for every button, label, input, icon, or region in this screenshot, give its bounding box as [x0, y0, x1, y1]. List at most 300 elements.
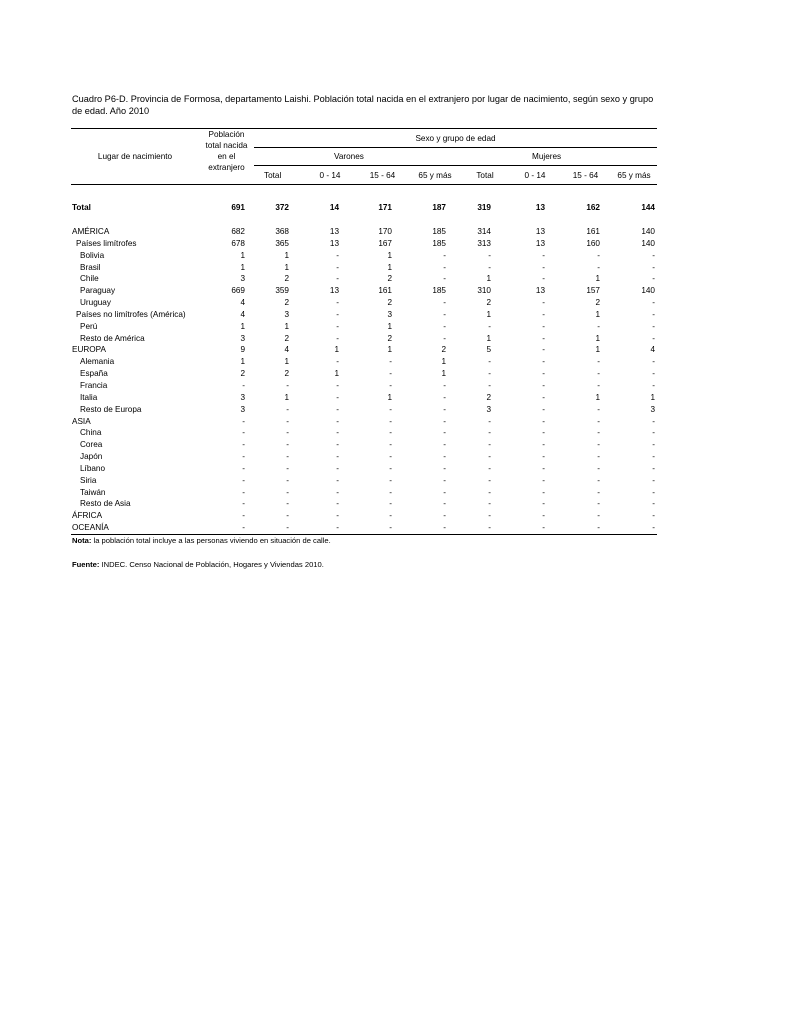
- table-cell: -: [443, 475, 446, 485]
- table-row: [71, 522, 657, 534]
- table-cell: 144: [641, 203, 655, 212]
- table-cell: -: [488, 452, 491, 462]
- table-cell: -: [336, 309, 339, 319]
- table-cell: -: [488, 357, 491, 367]
- table-cell: -: [443, 250, 446, 260]
- table-cell: -: [542, 333, 545, 343]
- table-cell: 1: [334, 345, 339, 355]
- table-cell: -: [336, 404, 339, 414]
- table-cell: 365: [275, 238, 289, 248]
- row-label: Resto de América: [80, 333, 145, 343]
- table-cell: -: [286, 428, 289, 438]
- table-cell: -: [488, 380, 491, 390]
- table-cell: -: [542, 511, 545, 521]
- header-varones-15-64: 15 - 64: [355, 166, 410, 185]
- table-cell: 669: [231, 286, 245, 296]
- table-cell: -: [336, 452, 339, 462]
- table-cell: -: [336, 321, 339, 331]
- row-label: EUROPA: [72, 345, 106, 355]
- row-label: Resto de Asia: [80, 499, 131, 509]
- table-cell: 5: [486, 345, 491, 355]
- table-cell: -: [542, 416, 545, 426]
- table-row: [71, 416, 657, 428]
- table-cell: -: [652, 511, 655, 521]
- table-cell: -: [542, 369, 545, 379]
- table-cell: 1: [240, 250, 245, 260]
- table-cell: 2: [387, 274, 392, 284]
- table-cell: -: [389, 440, 392, 450]
- table-cell: 1: [486, 309, 491, 319]
- header-mujeres-0-14: 0 - 14: [510, 166, 560, 185]
- header-varones-total: Total: [254, 166, 305, 185]
- table-row: [71, 368, 657, 380]
- row-label: Bolivia: [80, 250, 105, 260]
- table-cell: -: [597, 250, 600, 260]
- table-cell: -: [542, 345, 545, 355]
- table-cell: -: [597, 463, 600, 473]
- table-cell: 13: [535, 286, 545, 296]
- table-cell: 678: [231, 238, 245, 248]
- table-cell: -: [443, 262, 446, 272]
- table-cell: -: [286, 380, 289, 390]
- table-cell: -: [443, 274, 446, 284]
- row-label: Chile: [80, 274, 99, 284]
- table-cell: -: [389, 475, 392, 485]
- table-cell: 185: [432, 238, 446, 248]
- table-row: [71, 510, 657, 522]
- table-cell: -: [242, 428, 245, 438]
- table-cell: 2: [284, 369, 289, 379]
- table-cell: 13: [535, 203, 545, 212]
- row-label: ÁFRICA: [72, 511, 103, 521]
- row-label: Uruguay: [80, 298, 111, 308]
- row-label: Resto de Europa: [80, 404, 142, 414]
- table-cell: -: [336, 499, 339, 509]
- table-cell: -: [542, 440, 545, 450]
- table-cell: 1: [650, 392, 655, 402]
- table-cell: 1: [240, 321, 245, 331]
- table-title: Cuadro P6-D. Provincia de Formosa, departamento Laishi. Población total nacida en el extranjero por lugar de nacimiento, según sexo y grupo de edad. Año 2010: [72, 94, 654, 116]
- table-cell: 140: [641, 227, 655, 236]
- table-cell: 2: [284, 298, 289, 308]
- table-cell: -: [410, 522, 460, 534]
- table-row: [71, 238, 657, 250]
- table-cell: -: [242, 416, 245, 426]
- row-label: AMÉRICA: [72, 227, 110, 236]
- table-cell: -: [336, 463, 339, 473]
- table-cell: -: [652, 380, 655, 390]
- table-cell: -: [542, 380, 545, 390]
- table-cell: -: [488, 369, 491, 379]
- row-label: OCEANÍA: [71, 522, 199, 534]
- table-cell: -: [542, 392, 545, 402]
- table-cell: -: [597, 416, 600, 426]
- table-cell: 4: [240, 309, 245, 319]
- row-label: ASIA: [72, 416, 91, 426]
- table-row: [71, 463, 657, 475]
- table-row: [71, 392, 657, 404]
- table-cell: -: [389, 452, 392, 462]
- table-cell: -: [443, 452, 446, 462]
- table-cell: 140: [641, 286, 655, 296]
- table-cell: -: [443, 440, 446, 450]
- row-label: Siria: [80, 475, 97, 485]
- table-cell: 161: [378, 286, 392, 296]
- table-cell: 1: [387, 392, 392, 402]
- table-cell: -: [336, 274, 339, 284]
- row-label: Perú: [80, 321, 98, 331]
- table-row: [71, 262, 657, 274]
- table-cell: -: [355, 522, 410, 534]
- table-cell: 691: [231, 203, 245, 212]
- table-row: [71, 498, 657, 510]
- table-cell: 313: [477, 238, 491, 248]
- table-cell: -: [542, 487, 545, 497]
- note: Nota: la población total incluye a las personas viviendo en situación de calle.: [72, 536, 331, 545]
- header-mujeres-total: Total: [460, 166, 510, 185]
- table-cell: 2: [284, 274, 289, 284]
- table-cell: -: [597, 499, 600, 509]
- table-cell: -: [242, 499, 245, 509]
- table-cell: -: [336, 262, 339, 272]
- table-cell: 157: [586, 286, 600, 296]
- table-cell: -: [597, 380, 600, 390]
- table-cell: -: [286, 440, 289, 450]
- table-cell: -: [542, 309, 545, 319]
- table-cell: -: [336, 357, 339, 367]
- table-cell: -: [242, 487, 245, 497]
- table-cell: -: [336, 428, 339, 438]
- table-cell: 310: [477, 286, 491, 296]
- table-cell: -: [389, 428, 392, 438]
- header-mujeres-15-64: 15 - 64: [560, 166, 611, 185]
- table-cell: 13: [535, 227, 545, 236]
- table-cell: -: [597, 475, 600, 485]
- table-cell: -: [542, 321, 545, 331]
- table-cell: -: [443, 499, 446, 509]
- table-cell: 170: [378, 227, 392, 236]
- row-label: Brasil: [80, 262, 101, 272]
- table-cell: -: [652, 357, 655, 367]
- table-cell: 2: [284, 333, 289, 343]
- table-cell: -: [542, 463, 545, 473]
- table-cell: -: [488, 416, 491, 426]
- table-cell: 187: [432, 203, 446, 212]
- source-note: Fuente: INDEC. Censo Nacional de Población, Hogares y Viviendas 2010.: [72, 560, 324, 569]
- table-cell: 1: [387, 321, 392, 331]
- table-cell: -: [488, 262, 491, 272]
- row-label: Italia: [80, 392, 98, 402]
- table-cell: 9: [240, 345, 245, 355]
- table-row: [71, 344, 657, 356]
- table-cell: -: [542, 250, 545, 260]
- table-cell: -: [488, 250, 491, 260]
- table-row: [71, 285, 657, 297]
- table-cell: -: [652, 440, 655, 450]
- table-cell: -: [242, 475, 245, 485]
- table-cell: -: [597, 369, 600, 379]
- table-cell: 1: [441, 369, 446, 379]
- table-row: [71, 333, 657, 345]
- table-cell: -: [389, 487, 392, 497]
- table-cell: -: [389, 369, 392, 379]
- table-cell: 1: [334, 369, 339, 379]
- table-cell: -: [488, 440, 491, 450]
- table-cell: -: [597, 487, 600, 497]
- table-cell: 2: [240, 369, 245, 379]
- table-cell: -: [542, 428, 545, 438]
- table-cell: 3: [240, 333, 245, 343]
- table-cell: -: [254, 522, 305, 534]
- table-cell: -: [652, 416, 655, 426]
- table-cell: 1: [486, 274, 491, 284]
- table-row: [71, 309, 657, 321]
- table-cell: -: [389, 463, 392, 473]
- header-poblacion: Población total nacida en el extranjero: [199, 129, 254, 185]
- table-cell: -: [242, 452, 245, 462]
- table-cell: 1: [595, 274, 600, 284]
- table-row: [71, 297, 657, 309]
- table-cell: 2: [387, 333, 392, 343]
- table-cell: 1: [595, 309, 600, 319]
- table-cell: -: [597, 262, 600, 272]
- table-cell: 13: [329, 286, 339, 296]
- table-cell: 1: [595, 392, 600, 402]
- table-cell: 140: [641, 238, 655, 248]
- table-cell: 161: [586, 227, 600, 236]
- table-cell: -: [488, 511, 491, 521]
- row-label: Francia: [80, 380, 108, 390]
- table-cell: -: [286, 475, 289, 485]
- table-cell: 1: [240, 262, 245, 272]
- table-cell: -: [305, 522, 355, 534]
- table-cell: -: [389, 380, 392, 390]
- table-cell: -: [542, 499, 545, 509]
- table-cell: -: [542, 298, 545, 308]
- table-cell: -: [199, 522, 254, 534]
- table-cell: -: [242, 511, 245, 521]
- row-label: Paraguay: [80, 286, 116, 296]
- header-lugar: Lugar de nacimiento: [71, 129, 199, 185]
- table-cell: -: [652, 463, 655, 473]
- table-cell: -: [488, 499, 491, 509]
- table-cell: 3: [240, 392, 245, 402]
- table-row: [71, 487, 657, 499]
- table-row: [71, 427, 657, 439]
- table-cell: -: [336, 333, 339, 343]
- table-cell: -: [443, 309, 446, 319]
- table-cell: -: [286, 499, 289, 509]
- table-cell: -: [542, 357, 545, 367]
- table-cell: -: [443, 333, 446, 343]
- table-cell: 3: [387, 309, 392, 319]
- table-cell: 1: [284, 250, 289, 260]
- row-label: China: [80, 428, 102, 438]
- table-cell: 3: [486, 404, 491, 414]
- row-label: Corea: [80, 440, 103, 450]
- table-cell: 319: [477, 203, 491, 212]
- table-cell: 13: [329, 227, 339, 236]
- table-cell: -: [542, 262, 545, 272]
- table-cell: 14: [329, 203, 339, 212]
- table-cell: -: [488, 463, 491, 473]
- table-cell: -: [336, 392, 339, 402]
- table-cell: 3: [240, 274, 245, 284]
- table-cell: -: [542, 452, 545, 462]
- table-cell: 1: [387, 250, 392, 260]
- table-cell: 1: [284, 321, 289, 331]
- table-row: [71, 451, 657, 463]
- table-cell: -: [652, 428, 655, 438]
- header-mujeres-65: 65 y más: [611, 166, 657, 185]
- table-cell: 162: [586, 203, 600, 212]
- table-cell: 2: [441, 345, 446, 355]
- table-cell: 359: [275, 286, 289, 296]
- table-cell: -: [286, 487, 289, 497]
- table-cell: 160: [586, 238, 600, 248]
- table-cell: -: [652, 298, 655, 308]
- header-mujeres: Mujeres: [460, 148, 657, 166]
- table-cell: -: [242, 440, 245, 450]
- table-cell: -: [652, 499, 655, 509]
- table-body: [71, 185, 657, 535]
- table-cell: -: [443, 428, 446, 438]
- table-cell: -: [286, 452, 289, 462]
- table-cell: -: [652, 452, 655, 462]
- table-cell: -: [488, 321, 491, 331]
- table-cell: -: [336, 416, 339, 426]
- table-cell: -: [652, 309, 655, 319]
- table-cell: 3: [240, 404, 245, 414]
- table-row: [71, 273, 657, 285]
- table-cell: -: [443, 298, 446, 308]
- table-row: [71, 250, 657, 262]
- table-cell: -: [611, 522, 657, 534]
- table-cell: 1: [486, 333, 491, 343]
- table-cell: -: [652, 262, 655, 272]
- table-cell: 3: [650, 404, 655, 414]
- table-cell: 13: [329, 238, 339, 248]
- table-cell: 2: [595, 298, 600, 308]
- table-cell: 13: [535, 238, 545, 248]
- table-cell: 1: [441, 357, 446, 367]
- row-label: España: [80, 369, 108, 379]
- table-cell: -: [652, 250, 655, 260]
- table-row: [71, 475, 657, 487]
- table-cell: 1: [595, 333, 600, 343]
- table-cell: 1: [284, 357, 289, 367]
- table-row: [71, 321, 657, 333]
- table-cell: -: [443, 321, 446, 331]
- table-cell: -: [597, 357, 600, 367]
- table-cell: -: [242, 380, 245, 390]
- table-cell: 682: [231, 227, 245, 236]
- table-cell: -: [286, 463, 289, 473]
- table-cell: -: [443, 392, 446, 402]
- table-cell: 368: [275, 227, 289, 236]
- table-cell: -: [286, 416, 289, 426]
- table-cell: -: [488, 487, 491, 497]
- table-cell: -: [286, 404, 289, 414]
- table-cell: -: [652, 475, 655, 485]
- table-cell: 1: [387, 262, 392, 272]
- table-cell: -: [389, 416, 392, 426]
- table-cell: -: [336, 298, 339, 308]
- table-cell: 314: [477, 227, 491, 236]
- table-cell: 4: [284, 345, 289, 355]
- table-cell: -: [336, 487, 339, 497]
- row-label: Alemania: [80, 357, 115, 367]
- table-cell: -: [488, 475, 491, 485]
- table-cell: 2: [387, 298, 392, 308]
- table-cell: 167: [378, 238, 392, 248]
- table-cell: 185: [432, 286, 446, 296]
- table-cell: -: [652, 274, 655, 284]
- table-cell: -: [652, 487, 655, 497]
- table-cell: -: [336, 250, 339, 260]
- table-cell: 2: [486, 392, 491, 402]
- row-label: Japón: [80, 452, 103, 462]
- table-cell: -: [488, 428, 491, 438]
- table-cell: -: [443, 416, 446, 426]
- row-label: Líbano: [80, 463, 106, 473]
- header-varones-65: 65 y más: [410, 166, 460, 185]
- table-cell: -: [336, 440, 339, 450]
- table-cell: -: [542, 475, 545, 485]
- table-cell: 372: [275, 203, 289, 212]
- row-label: Total: [72, 203, 91, 212]
- table-row: [71, 356, 657, 368]
- table-cell: 1: [387, 345, 392, 355]
- table-cell: -: [443, 404, 446, 414]
- table-cell: -: [242, 463, 245, 473]
- table-cell: -: [510, 522, 560, 534]
- table-row: [71, 196, 657, 220]
- table-cell: 3: [284, 309, 289, 319]
- table-cell: -: [597, 440, 600, 450]
- header-sexo-grupo: Sexo y grupo de edad: [254, 129, 657, 148]
- table-cell: -: [443, 511, 446, 521]
- table-cell: -: [652, 321, 655, 331]
- table-cell: 185: [432, 227, 446, 236]
- table-cell: -: [542, 274, 545, 284]
- table-cell: 1: [284, 392, 289, 402]
- population-table: [71, 128, 657, 535]
- header-varones-0-14: 0 - 14: [305, 166, 355, 185]
- table-cell: -: [443, 463, 446, 473]
- table-row: [71, 380, 657, 392]
- table-cell: -: [389, 511, 392, 521]
- table-row: [71, 226, 657, 238]
- table-cell: -: [389, 499, 392, 509]
- table-row: [71, 439, 657, 451]
- table-cell: 171: [378, 203, 392, 212]
- table-cell: -: [336, 511, 339, 521]
- table-cell: -: [443, 487, 446, 497]
- table-cell: -: [560, 522, 611, 534]
- table-cell: -: [597, 511, 600, 521]
- table-cell: -: [389, 357, 392, 367]
- table-cell: 1: [595, 345, 600, 355]
- table-cell: -: [542, 404, 545, 414]
- table-cell: -: [460, 522, 510, 534]
- table-cell: -: [389, 404, 392, 414]
- table-cell: -: [597, 428, 600, 438]
- table-cell: -: [597, 452, 600, 462]
- table-cell: -: [443, 380, 446, 390]
- row-label: Países no limítrofes (América): [76, 309, 186, 319]
- table-cell: -: [597, 404, 600, 414]
